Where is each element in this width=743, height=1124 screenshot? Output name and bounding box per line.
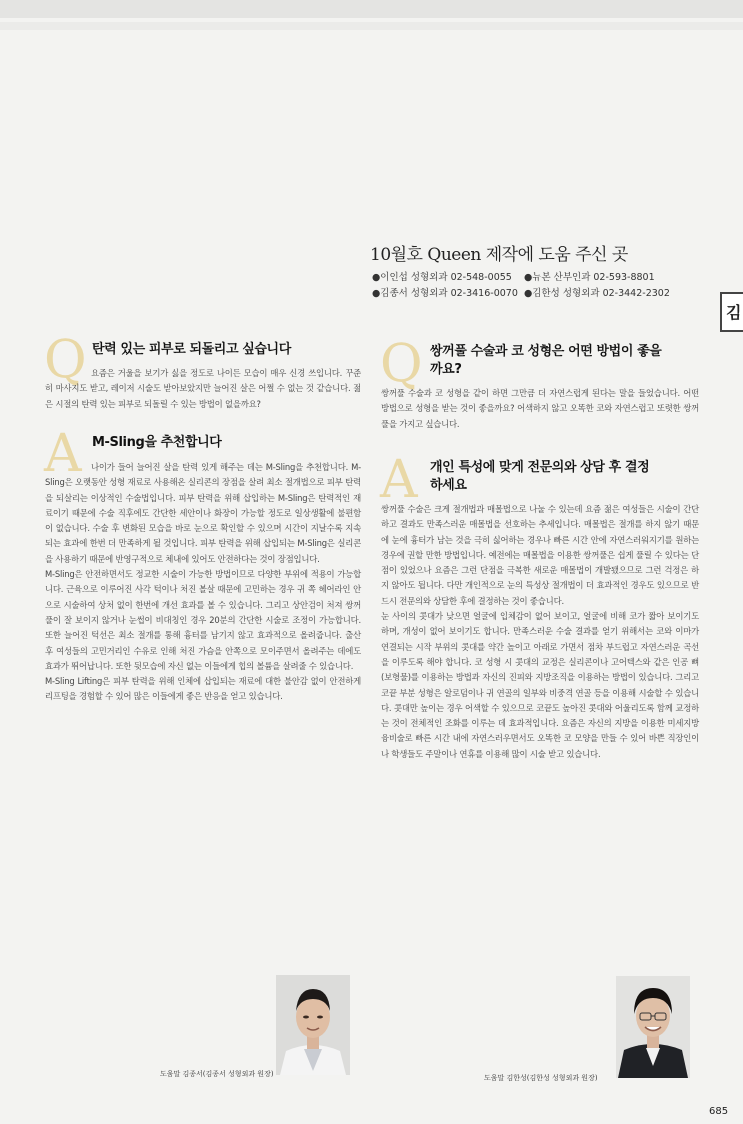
left-photo-caption: 도움말 김종서(김종서 성형외과 원장) <box>160 1070 274 1078</box>
left-question-body <box>45 366 361 412</box>
doctor-photo-right <box>616 976 690 1078</box>
credits-list <box>372 270 692 302</box>
doctor-photo-left <box>276 975 350 1075</box>
left-answer-paragraph: M-Sling은 안전하면서도 정교한 시술이 가능한 방법이므로 다양한 부위에 적용이 가능합니다. 근육으로 이루어진 사각 턱이나 처진 볼살 때문에 고민하는 경우 귀 쪽 헤어라인 안으로 시술하여 상처 없이 한번에 개선 효과를 볼 수 있습니다. 그리고 상안검이 처져 쌍꺼풀이 잘 보이지 않거나 눈썹이 비대칭인 경우 20분의 간단한 시술로 조정이 가능합니다. 또한 늘어진 턱선은 최소 절개를 통해 흉터를 남기지 않고 효과적으로 올려줍니다. 출산 후 여성들의 고민거리인 수유로 인해 처진 가슴을 안쪽으로 모이주면서 올려주는 데에도 효과가 뛰어납니다. 또한 뒷모습에 자신 없는 이들에게 힙의 볼륨을 살려줄 수 있습니다. <box>45 569 361 671</box>
right-answer-paragraph: 쌍꺼풀 수술은 크게 절개법과 매몰법으로 나눌 수 있는데 요즘 젊은 여성들은 시술이 간단하고 결과도 만족스러운 매몰법을 선호하는 추세입니다. 매몰법은 절개를 하지 않기 때문에 눈에 흉터가 남는 것을 극히 싫어하는 경우나 빠른 시간 안에 자연스러워지기를 원하는 경우에 권할 만한 방법입니다. 예전에는 매몰법을 이용한 쌍꺼풀은 쉽게 풀릴 수 있다는 단점이 있었으나 요즘은 그런 단점을 극복한 새로운 매몰법이 개발됐으므로 그런 걱정은 하지 않아도 됩니다. 다만 개인적으로 눈의 특성상 절개법이 더 효과적인 경우도 있으므로 반드시 전문의와 상담한 후에 결정하는 것이 좋습니다. <box>381 504 699 606</box>
credit-item: ●김한성 성형외과 02-3442-2302 <box>524 288 670 299</box>
right-answer-title: 개인 특성에 맞게 전문의와 상담 후 결정하세요 <box>430 460 650 493</box>
page-top-band <box>0 0 743 18</box>
right-question-title: 쌍꺼풀 수술과 코 성형은 어떤 방법이 좋을까요? <box>430 344 662 377</box>
left-answer-paragraph: 나이가 들어 늘어진 살을 탄력 있게 해주는 데는 M-Sling을 추천합니다. M-Sling은 오랫동안 성형 재료로 사용해온 실리콘의 장점을 살려 최소 절개법으로 피부 탄력을 되살리는 이상적인 수술법입니다. 피부 탄력을 위해 삽입하는 M-Sling은 탄력적인 재료이기 때문에 수술 직후에도 간단한 세안이나 화장이 가능할 정도로 일상생활에 불편함이 없습니다. 수술 후 변화된 모습을 바로 눈으로 확인할 수 있으며 시간이 지날수록 지속되는 효과에 한번 더 만족하게 될 것입니다. 피부 탄력을 위해 삽입되는 M-Sling은 실리콘을 사용하기 때문에 반영구적으로 체내에 있어도 안전하다는 것이 장점입니다. <box>45 462 361 564</box>
right-answer-body <box>381 502 699 762</box>
left-answer-title: M-Sling을 추천합니다 <box>92 435 222 450</box>
portrait-image-right <box>616 976 690 1078</box>
left-question-title: 탄력 있는 피부로 되돌리고 싶습니다 <box>92 342 291 357</box>
page-top-band-2 <box>0 22 743 30</box>
credit-item: ●이인섭 성형외과 02-548-0055 <box>372 272 512 283</box>
q-letter-right: Q <box>380 334 423 394</box>
q-letter-left: Q <box>44 330 87 390</box>
left-answer-body <box>45 460 361 705</box>
credits-title: 10월호 Queen 제작에 도움 주신 곳 <box>370 245 628 265</box>
credit-item: ●뉴본 산부인과 02-593-8801 <box>524 272 655 283</box>
left-answer-paragraph: M-Sling Lifting은 피부 탄력을 위해 인체에 삽입되는 재료에 대한 불안감 없이 안전하게 리프팅을 경험할 수 있어 많은 이들에게 좋은 반응을 얻고 있습니다. <box>45 676 361 702</box>
right-photo-caption: 도움말 김한성(김한성 성형외과 원장) <box>484 1074 598 1082</box>
page-number: 685 <box>709 1106 729 1117</box>
section-side-tab: 김 <box>720 292 743 332</box>
credits-row-1 <box>372 270 692 286</box>
right-answer-paragraph: 눈 사이의 콧대가 낮으면 얼굴에 입체감이 없어 보이고, 얼굴에 비해 코가 짧아 보이기도 하며, 개성이 없어 보이기도 합니다. 만족스러운 수술 결과를 얻기 위해서는 코와 이마가 연결되는 시작 부위의 콧대를 약간 높이고 아래로 가면서 점차 부드럽고 자연스러운 곡선을 이루도록 해야 합니다. 코 성형 시 콧대의 교정은 실리콘이나 고어텍스와 같은 인공 뼈(보형물)를 이용하는 방법과 자신의 진피와 지방조직을 이용하는 방법이 있습니다. 그리고 코끝 부분 성형은 알로덤이나 귀 연골의 일부와 비중격 연골 등을 이용해 시술할 수 있습니다. 콧대만 높이는 경우 어색할 수 있으므로 코끝도 높아진 콧대와 어울리도록 함께 교정하는 것이 전체적인 조화를 이루는 데 효과적입니다. 요즘은 자신의 지방을 이용한 미세지방 융비술로 빠른 시간 내에 자연스러우면서도 오똑한 코 모양을 만들 수 있어 바쁜 직장인이나 학생들도 주말이나 연휴를 이용해 많이 시술 받고 있습니다. <box>381 611 699 759</box>
left-question-text: 요즘은 거울을 보기가 싫을 정도로 나이든 모습이 매우 신경 쓰입니다. 꾸준히 마사지도 받고, 레이저 시술도 받아보았지만 늘어진 살은 어쩔 수 없는 것 같습니다. 젊은 시절의 탄력 있는 피부로 되돌릴 수 있는 방법이 없을까요? <box>45 368 361 409</box>
right-question-text: 쌍꺼풀 수술과 코 성형을 같이 하면 그만큼 더 자연스럽게 된다는 말을 들었습니다. 어떤 방법으로 성형을 받는 것이 좋을까요? 어색하지 않고 오똑한 코와 자연스럽고 또렷한 쌍꺼풀을 가지고 싶습니다. <box>381 388 699 429</box>
a-letter-right: A <box>380 450 418 510</box>
credits-row-2 <box>372 286 692 302</box>
credit-item: ●김종서 성형외과 02-3416-0070 <box>372 288 518 299</box>
portrait-image-left <box>276 975 350 1075</box>
a-letter-left: A <box>44 424 82 484</box>
right-question-body <box>381 386 699 432</box>
